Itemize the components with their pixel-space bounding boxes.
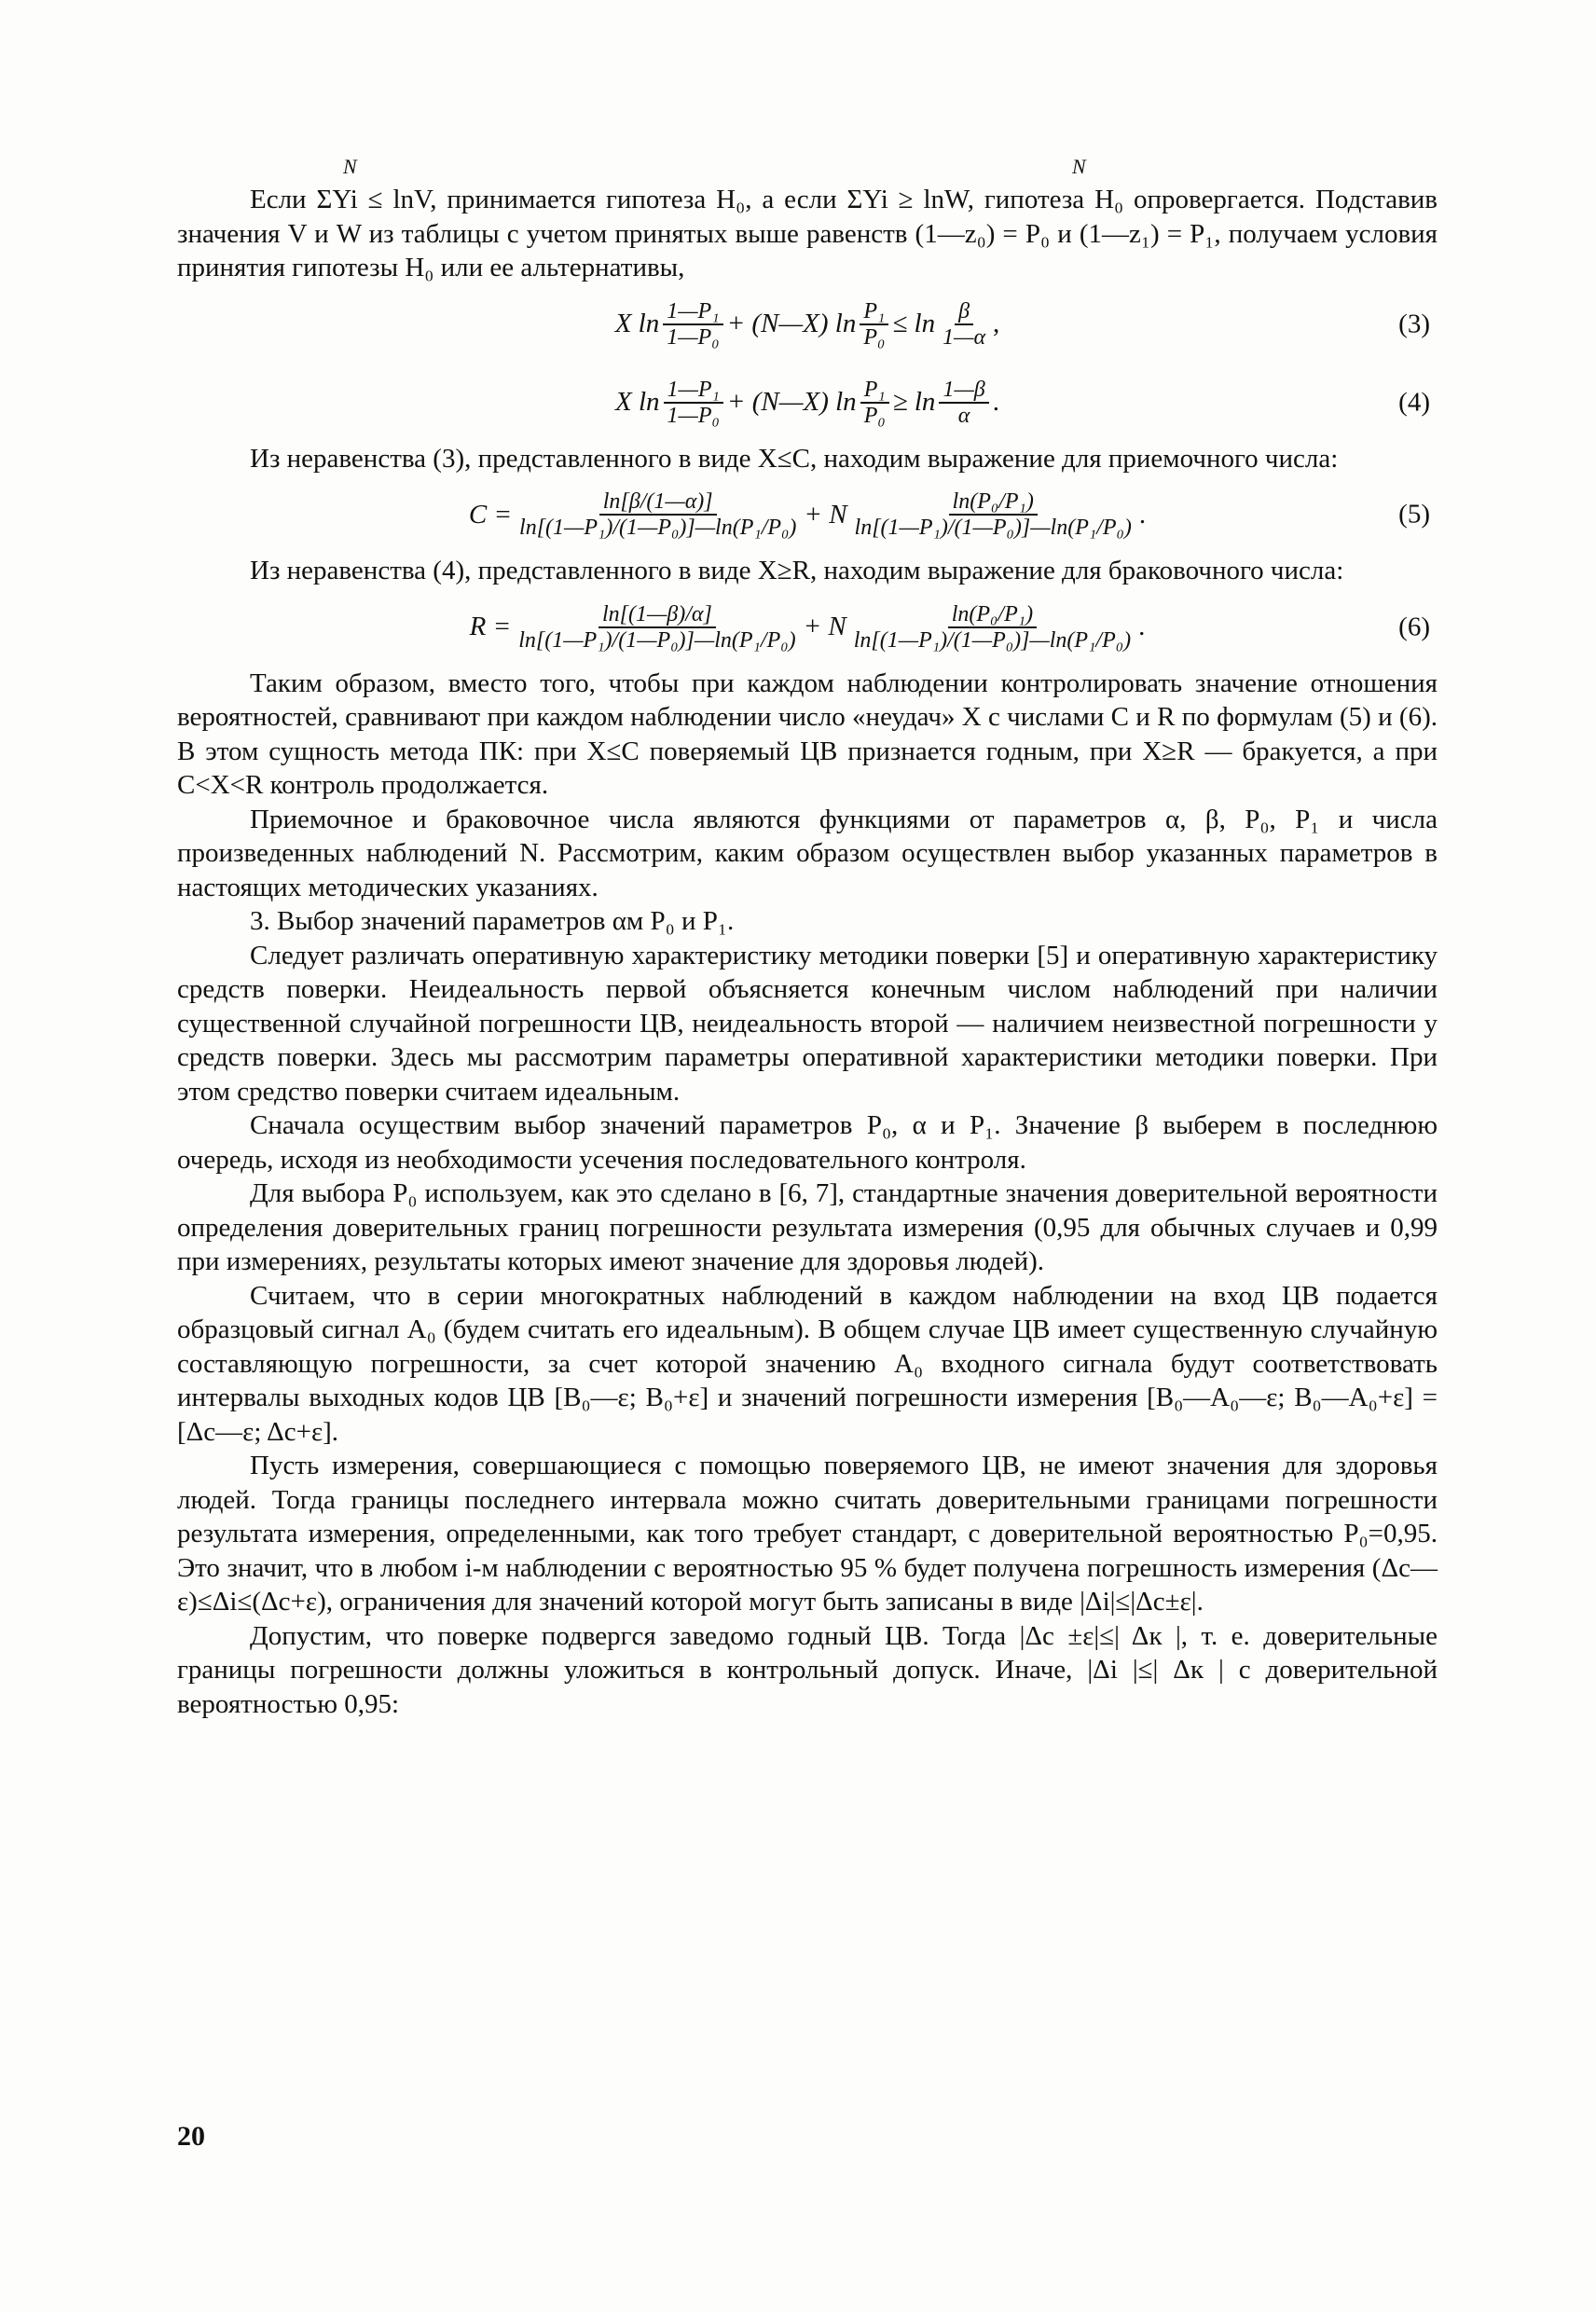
paragraph-from-ineq-3: Из неравенства (3), представленного в виде X≤C, находим выражение для приемочного числа: [250, 443, 1339, 474]
eq4-frac1 [664, 378, 723, 428]
eq4-frac1-den: 1—P₀ [667, 403, 720, 428]
eq3-frac1 [663, 299, 722, 350]
eq5-frac1-num: ln[β/(1—α)] [599, 489, 717, 516]
eq5-frac2 [851, 489, 1135, 540]
section-heading: 3. Выбор значений параметров αм P₀ и P₁. [250, 906, 735, 936]
eq4-frac2 [860, 378, 889, 428]
eq5-lhs: C = [468, 499, 513, 530]
paragraph-p0-choice: Для выбора P₀ используем, как это сделано в [6, 7], стандартные значения доверительной вероятности определения доверительных границ погрешности результата измерения (0,95 для обычных случаев и 0,99 при измерениях, результаты которых имеют значение для здоровья людей). [177, 1178, 1438, 1276]
eq4-frac3-den: α [957, 403, 970, 428]
paragraph-first-choice: Сначала осуществим выбор значений параметров P₀, α и P₁. Значение β выберем в последнюю очередь, исходя из необходимости усечения последовательного контроля. [177, 1110, 1438, 1175]
eq3-lhs: X ln [614, 309, 660, 338]
paragraph-assume: Допустим, что поверке подвергся заведомо годный ЦВ. Тогда |Δс ±ε|≤| Δк |, т. е. доверительные границы погрешности должны уложиться в контрольный допуск. Иначе, |Δi |≤| Δк | с доверительной вероятностью 0,95: [177, 1620, 1438, 1719]
eq3-frac2 [860, 299, 888, 350]
eq5-frac2-num: ln(P₀/P₁) [949, 489, 1038, 516]
paragraph-from-ineq-4: Из неравенства (4), представленного в виде X≥R, находим выражение для браковочного числа: [250, 556, 1344, 585]
eq3-frac3-num: β [955, 299, 973, 325]
eq3-frac1-num: 1—P₁ [663, 299, 722, 325]
eq3-frac3 [939, 299, 989, 350]
eq5-frac1 [516, 489, 800, 540]
paragraph-distinguish: Следует различать оперативную характеристику методики поверки [5] и оперативную характеристику средств поверки. Неидеальность первой объясняется конечным числом наблюдений при наличии существенной случайной погрешности ЦВ, неидеальность второй — наличием неизвестной погрешности у средств поверки. Здесь мы рассмотрим параметры оперативной характеристики методики поверки. При этом средство поверки считаем идеальным. [177, 940, 1438, 1107]
eq4-frac2-den: P₀ [863, 403, 886, 428]
equation-6 [177, 588, 1438, 667]
eq6-frac2-den: ln[(1—P₁)/(1—P₀)]—ln(P₁/P₀) [853, 627, 1132, 653]
eq4-frac1-num: 1—P₁ [664, 378, 723, 404]
eq3-tail: , [993, 309, 1000, 338]
eq4-frac3-num: 1—β [939, 378, 988, 404]
eq3-number: (3) [1398, 309, 1430, 338]
eq6-frac1-num: ln[(1—β)/α] [598, 602, 716, 628]
eq6-lhs: R = [469, 612, 512, 641]
paragraph-acceptance-numbers: Приемочное и браковочное числа являются функциями от параметров α, β, P₀, P₁ и числа произведенных наблюдений N. Рассмотрим, каким образом осуществлен выбор указанных параметров в настоящих методических указаниях. [177, 804, 1438, 902]
eq6-plus: + N [803, 612, 846, 641]
main-text [177, 155, 1438, 1721]
eq4-lhs: X ln [615, 387, 660, 417]
eq3-frac2-num: P₁ [860, 299, 888, 325]
eq3-frac3-den: 1—α [942, 324, 986, 350]
eq4-frac3 [939, 378, 988, 428]
eq3-mid: + (N—X) ln [726, 309, 857, 338]
eq5-frac1-den: ln[(1—P₁)/(1—P₀)]—ln(P₁/P₀) [519, 516, 797, 540]
eq4-mid: + (N—X) ln [726, 387, 857, 417]
eq3-rel: ≤ ln [892, 309, 936, 338]
eq5-number: (5) [1398, 499, 1430, 530]
sum-limit-a: N [343, 155, 357, 178]
equation-4 [177, 364, 1438, 442]
summation-limits [177, 155, 1438, 183]
eq5-plus: + N [804, 499, 847, 530]
eq3-frac1-den: 1—P₀ [667, 324, 720, 350]
eq6-number: (6) [1398, 612, 1430, 641]
eq5-tail: . [1138, 499, 1147, 530]
equation-3 [177, 285, 1438, 364]
eq4-frac2-num: P₁ [860, 378, 889, 404]
eq6-frac2 [850, 602, 1135, 653]
eq6-tail: . [1138, 612, 1146, 641]
intro-paragraph: Если ΣYi ≤ lnV, принимается гипотеза H₀, а если ΣYi ≥ lnW, гипотеза H₀ опровергается. Подставив значения V и W из таблицы с учетом принятых выше равенств (1—z₀) = P₀ и (1—z₁) = P₁, получаем условия принятия гипотезы H₀ или ее альтернативы, [177, 185, 1438, 282]
eq6-frac1 [515, 602, 799, 653]
eq4-rel: ≥ ln [892, 387, 936, 417]
sum-limit-b: N [1072, 155, 1086, 178]
page-number: 20 [177, 2121, 205, 2152]
eq6-frac2-num: ln(P₀/P₁) [948, 602, 1037, 628]
paragraph-series: Считаем, что в серии многократных наблюдений в каждом наблюдении на вход ЦВ подается образцовый сигнал A₀ (будем считать его идеальным). В общем случае ЦВ имеет существенную случайную составляющую погрешности, за счет которой значению A₀ входного сигнала будут соответствовать интервалы выходных кодов ЦВ [B₀—ε; B₀+ε] и значений погрешности измерения [B₀—A₀—ε; B₀—A₀+ε] = [Δс—ε; Δс+ε]. [177, 1280, 1438, 1447]
eq3-frac2-den: P₀ [863, 324, 886, 350]
eq4-number: (4) [1398, 387, 1430, 417]
eq6-frac1-den: ln[(1—P₁)/(1—P₀)]—ln(P₁/P₀) [518, 627, 796, 653]
paragraph-thus: Таким образом, вместо того, чтобы при каждом наблюдении контролировать значение отношения вероятностей, сравнивают при каждом наблюдении число «неудач» X с числами C и R по формулам (5) и (6). В этом сущность метода ПК: при X≤C поверяемый ЦВ признается годным, при X≥R — бракуется, а при C<X<R контроль продолжается. [177, 667, 1438, 800]
eq4-tail: . [992, 387, 999, 417]
eq5-frac2-den: ln[(1—P₁)/(1—P₀)]—ln(P₁/P₀) [854, 516, 1132, 540]
paragraph-let: Пусть измерения, совершающиеся с помощью поверяемого ЦВ, не имеют значения для здоровья людей. Тогда границы последнего интервала можно считать доверительными границами погрешности результата измерения, определенными, как того требует стандарт, с доверительной вероятностью P₀=0,95. Это значит, что в любом i-м наблюдении с вероятностью 95 % будет получена погрешность измерения (Δс—ε)≤Δi≤(Δс+ε), ограничения для значений которой могут быть записаны в виде |Δi|≤|Δс±ε|. [177, 1451, 1438, 1617]
equation-5 [177, 475, 1438, 554]
